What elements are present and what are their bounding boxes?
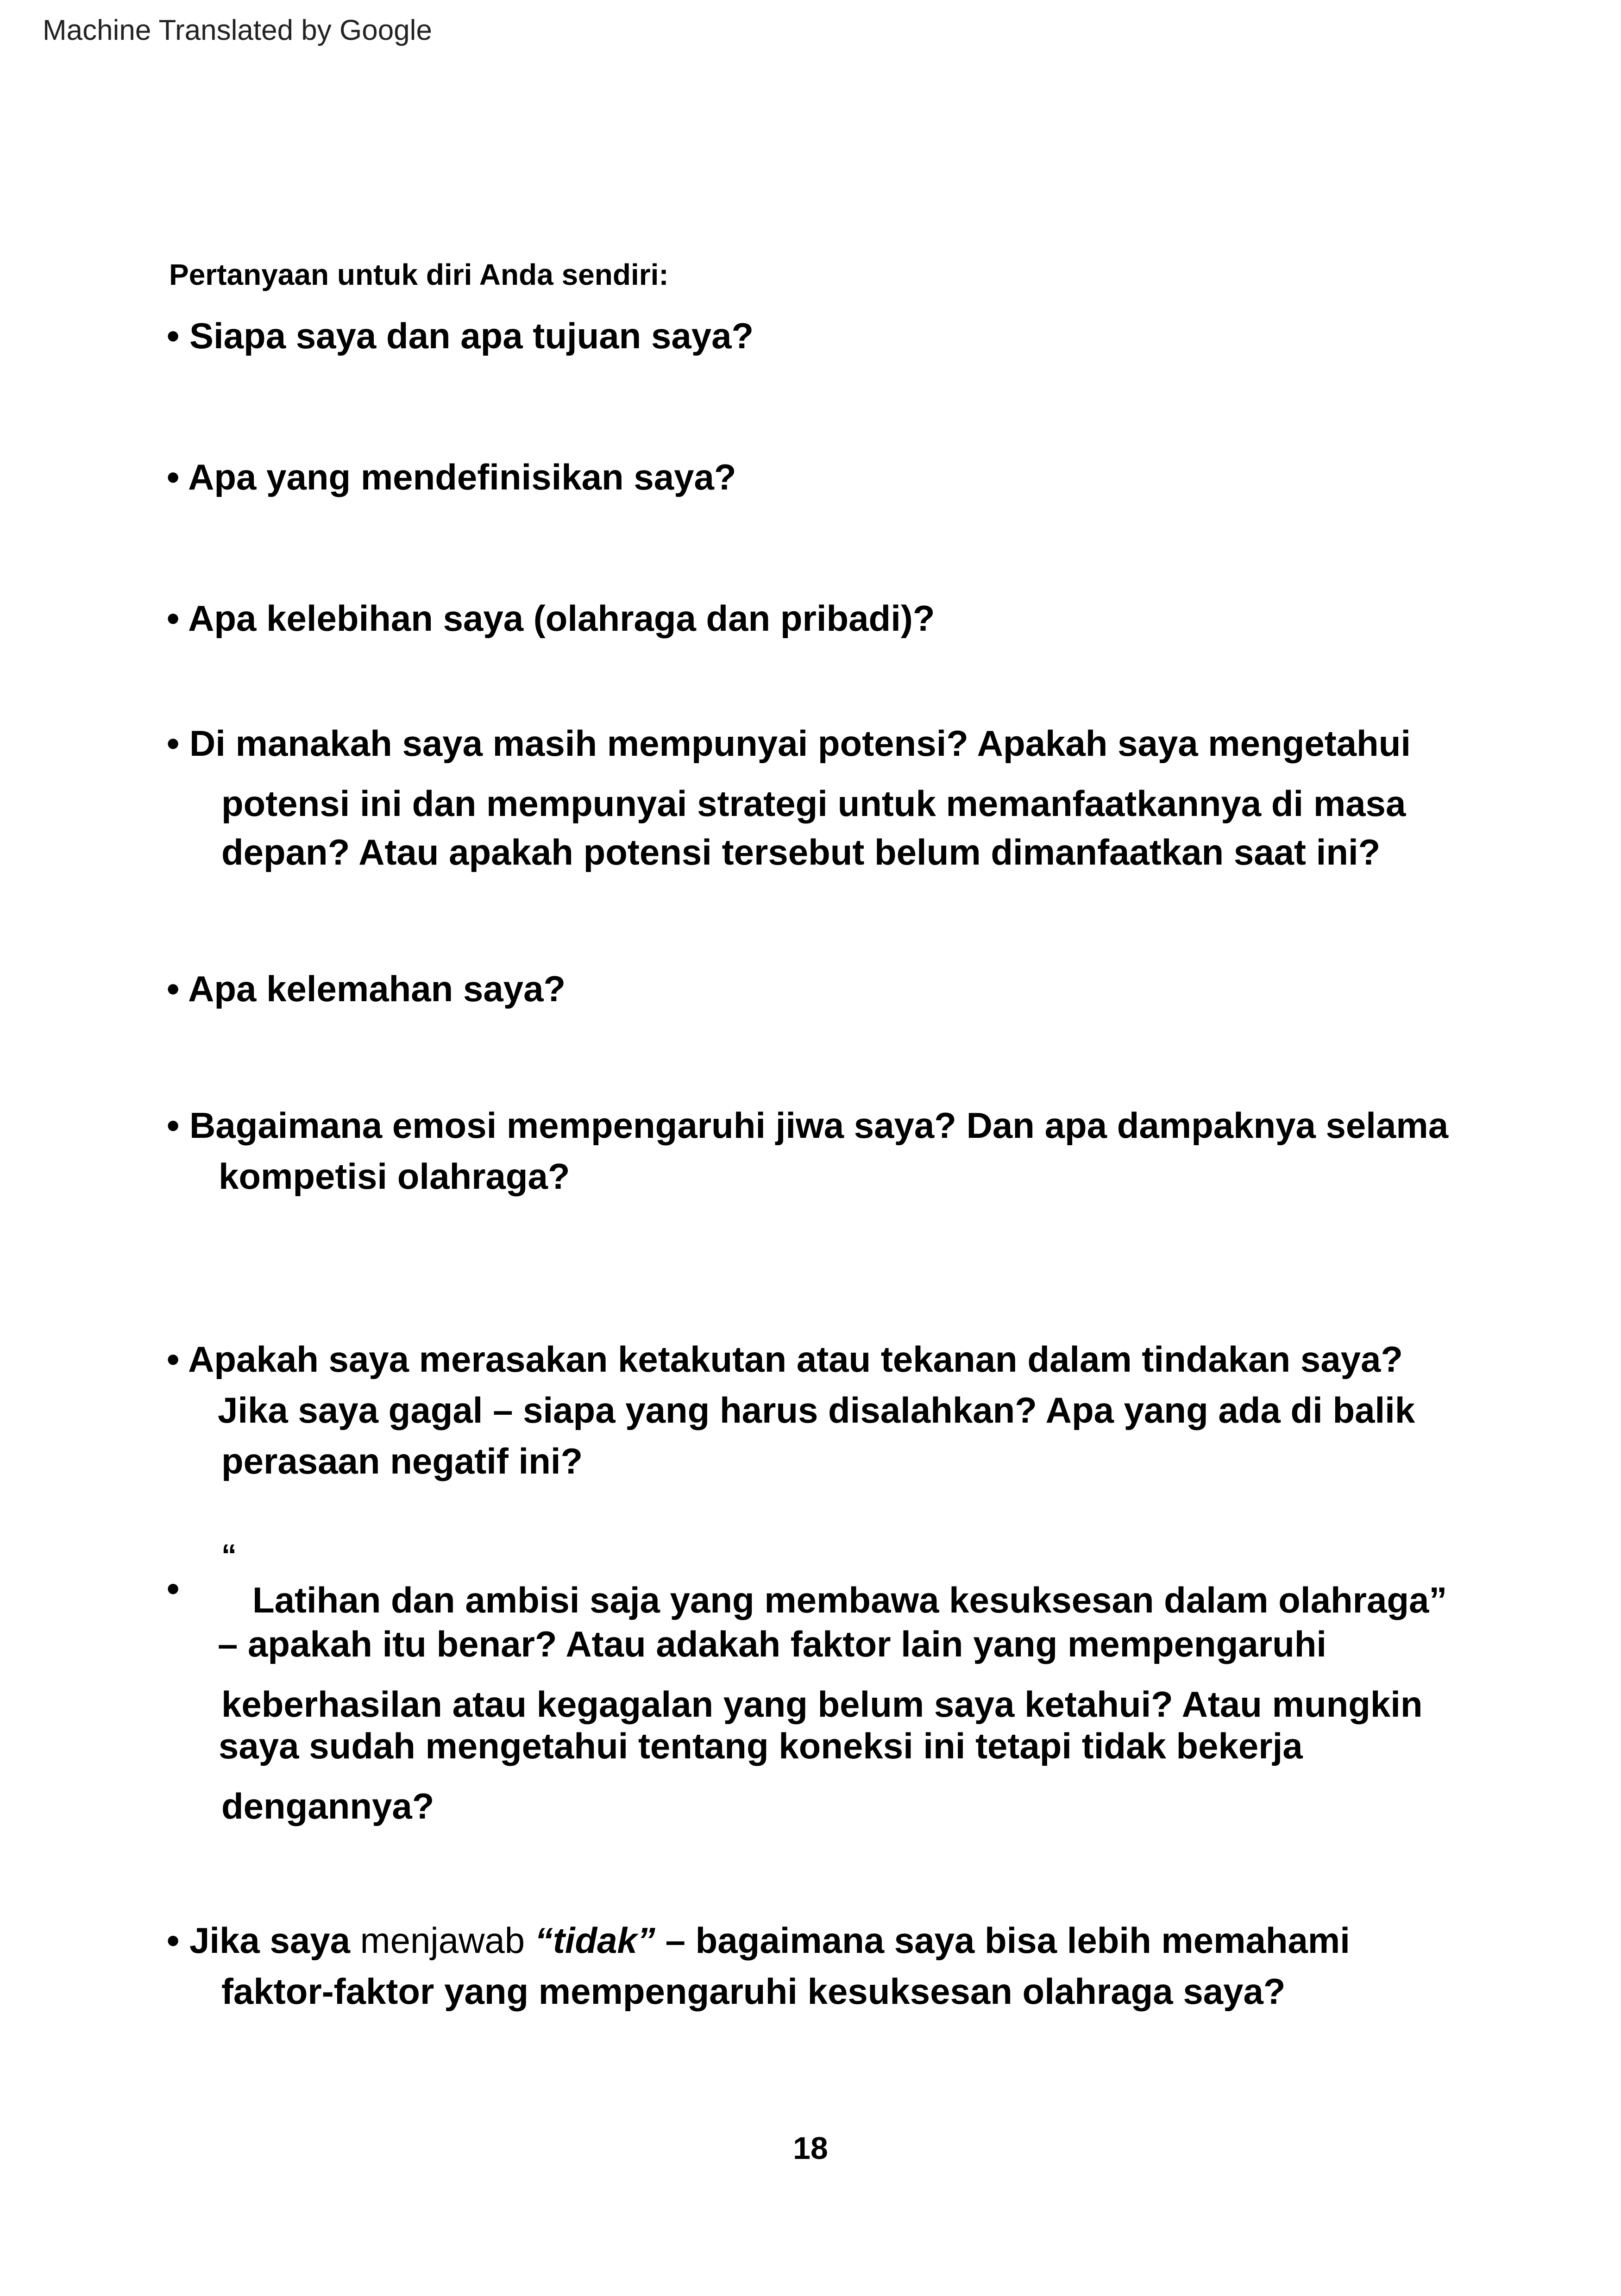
question-9-part-1: • Jika saya (167, 1920, 350, 1961)
question-1: • Siapa saya dan apa tujuan saya? (167, 315, 754, 356)
watermark-header: Machine Translated by Google (43, 14, 432, 46)
question-9-part-4: – bagaimana saya bisa lebih memahami (655, 1920, 1350, 1961)
question-8-bullet: • (167, 1568, 180, 1609)
question-7-line-1: • Apakah saya merasakan ketakutan atau tekanan dalam tindakan saya? (167, 1339, 1403, 1380)
question-4-line-2: potensi ini dan mempunyai strategi untuk memanfaatkannya di masa (221, 783, 1406, 824)
question-8-line-1: Latihan dan ambisi saja yang membawa kesuksesan dalam olahraga” (252, 1580, 1447, 1620)
question-8-line-2: – apakah itu benar? Atau adakah faktor lain yang mempengaruhi (218, 1624, 1327, 1664)
question-8-line-4: saya sudah mengetahui tentang koneksi ini tetapi tidak bekerja (219, 1725, 1303, 1766)
question-7-line-3: perasaan negatif ini? (221, 1441, 583, 1481)
question-9-line-2: faktor-faktor yang mempengaruhi kesuksesan olahraga saya? (221, 1971, 1286, 2012)
question-8-line-5: dengannya? (221, 1786, 434, 1826)
page-number: 18 (793, 2131, 828, 2166)
question-8-line-3: keberhasilan atau kegagalan yang belum saya ketahui? Atau mungkin (221, 1684, 1423, 1725)
question-4-line-1: • Di manakah saya masih mempunyai potensi? Apakah saya mengetahui (167, 723, 1411, 764)
question-9-emphasis: “tidak” (534, 1920, 655, 1961)
question-9-part-2: menjawab (350, 1920, 535, 1961)
question-6-line-2: kompetisi olahraga? (219, 1156, 570, 1197)
question-7-line-2: Jika saya gagal – siapa yang harus disalahkan? Apa yang ada di balik (218, 1390, 1415, 1430)
question-4-line-3: depan? Atau apakah potensi tersebut belum dimanfaatkan saat ini? (221, 832, 1381, 872)
section-heading: Pertanyaan untuk diri Anda sendiri: (169, 258, 669, 291)
question-5: • Apa kelemahan saya? (167, 968, 566, 1009)
opening-quote-mark: “ (221, 1538, 237, 1572)
question-2: • Apa yang mendefinisikan saya? (167, 457, 736, 497)
question-3: • Apa kelebihan saya (olahraga dan pribadi)? (167, 598, 935, 639)
question-6-line-1: • Bagaimana emosi mempengaruhi jiwa saya? Dan apa dampaknya selama (167, 1105, 1449, 1146)
question-9-line-1 (167, 1920, 1350, 1962)
